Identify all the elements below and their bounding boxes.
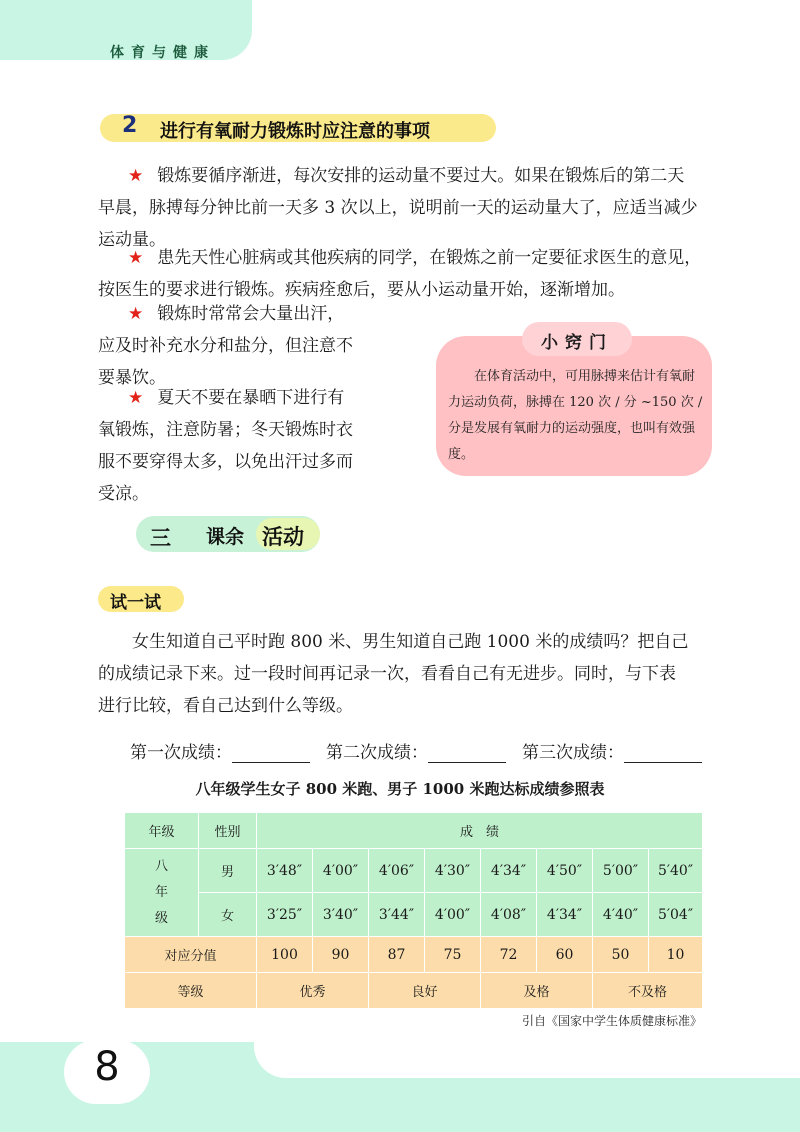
points-label: 对应分值 [125, 937, 257, 973]
standard-table [124, 812, 703, 1009]
star-icon: ★ [128, 388, 144, 408]
record-row [130, 738, 708, 763]
star-icon: ★ [128, 248, 144, 268]
table-source: 引自《国家中学生体质健康标准》 [521, 1014, 702, 1028]
table-cell: 4′06″ [369, 849, 425, 893]
table-header-row [125, 813, 703, 849]
table-cell: 75 [425, 937, 481, 973]
table-cell: 100 [257, 937, 313, 973]
grade-cell: 八 年 级 [125, 849, 199, 937]
record-first: 第一次成绩： [130, 738, 316, 763]
table-cell: 10 [649, 937, 703, 973]
section-3-label: 课余 [206, 526, 245, 548]
record-first-blank[interactable] [232, 744, 310, 763]
star-icon: ★ [128, 166, 144, 186]
level-cell: 及格 [481, 973, 593, 1009]
table-cell: 3′48″ [257, 849, 313, 893]
gender-male: 男 [199, 849, 257, 893]
table-cell: 4′00″ [313, 849, 369, 893]
table-cell: 3′44″ [369, 893, 425, 937]
tip-text: 在体育活动中，可用脉搏来估计有氧耐力运动负荷，脉搏在 120 次 / 分 ~150 次 / 分是发展有氧耐力的运动强度，也叫有效强度。 [448, 369, 703, 462]
table-cell: 50 [593, 937, 649, 973]
table-cell: 4′30″ [425, 849, 481, 893]
record-third: 第三次成绩： [522, 738, 708, 763]
table-cell: 4′50″ [537, 849, 593, 893]
table-cell: 3′40″ [313, 893, 369, 937]
footer-white-cutout [254, 1030, 800, 1078]
table-title: 八年级学生女子 800 米跑、男子 1000 米跑达标成绩参照表 [195, 780, 605, 798]
table-cell: 87 [369, 937, 425, 973]
table-cell: 4′08″ [481, 893, 537, 937]
table-cell: 4′00″ [425, 893, 481, 937]
table-row-levels [125, 973, 703, 1009]
section-2-number: 2 [122, 113, 138, 138]
table-cell: 72 [481, 937, 537, 973]
tip-title: 小窍门 [541, 333, 613, 353]
gender-female: 女 [199, 893, 257, 937]
page-number: 8 [94, 1044, 120, 1090]
level-cell: 优秀 [257, 973, 369, 1009]
table-cell: 4′34″ [481, 849, 537, 893]
table-row-points [125, 937, 703, 973]
notice-item-4: ★ 夏天不要在暴晒下进行有 氧锻炼，注意防暑；冬天锻炼时衣 服不要穿得太多，以免出汗过多而 受凉。 [98, 388, 353, 504]
book-title: 体育与健康 [110, 45, 215, 61]
table-cell: 3′25″ [257, 893, 313, 937]
star-icon: ★ [128, 304, 144, 324]
try-it-label: 试一试 [110, 593, 161, 613]
try-it-text: 女生知道自己平时跑 800 米、男生知道自己跑 1000 米的成绩吗？把自己 的成绩记录下来。过一段时间再记录一次，看看自己有无进步。同时，与下表 进行比较，看自己达到什么等级。 [98, 632, 689, 716]
notice-item-1: ★ 锻炼要循序渐进，每次安排的运动量不要过大。如果在锻炼后的第二天 早晨，脉搏每分钟比前一天多 3 次以上，说明前一天的运动量大了，应适当减少 运动量。 [98, 166, 698, 250]
table-cell: 90 [313, 937, 369, 973]
level-label: 等级 [125, 973, 257, 1009]
table-cell: 60 [537, 937, 593, 973]
table-cell: 4′40″ [593, 893, 649, 937]
record-third-blank[interactable] [624, 744, 702, 763]
table-row-female [125, 893, 703, 937]
header-gender: 性别 [199, 813, 257, 849]
table-cell: 5′00″ [593, 849, 649, 893]
table-cell: 4′34″ [537, 893, 593, 937]
notice-item-2: ★ 患先天性心脏病或其他疾病的同学，在锻炼之前一定要征求医生的意见， 按医生的要求进行锻炼。疾病痊愈后，要从小运动量开始，逐渐增加。 [98, 248, 702, 300]
section-2-title: 进行有氧耐力锻炼时应注意的事项 [160, 121, 430, 142]
section-3-highlight: 活动 [262, 525, 304, 549]
record-second-blank[interactable] [428, 744, 506, 763]
section-3-number: 三 [150, 526, 171, 550]
table-cell: 5′40″ [649, 849, 703, 893]
notice-item-3: ★ 锻炼时常常会大量出汗， 应及时补充水分和盐分，但注意不 要暴饮。 [98, 304, 353, 388]
level-cell: 良好 [369, 973, 481, 1009]
table-row-male [125, 849, 703, 893]
header-score: 成 绩 [257, 813, 703, 849]
header-grade: 年级 [125, 813, 199, 849]
record-second: 第二次成绩： [326, 738, 512, 763]
table-cell: 5′04″ [649, 893, 703, 937]
level-cell: 不及格 [593, 973, 703, 1009]
